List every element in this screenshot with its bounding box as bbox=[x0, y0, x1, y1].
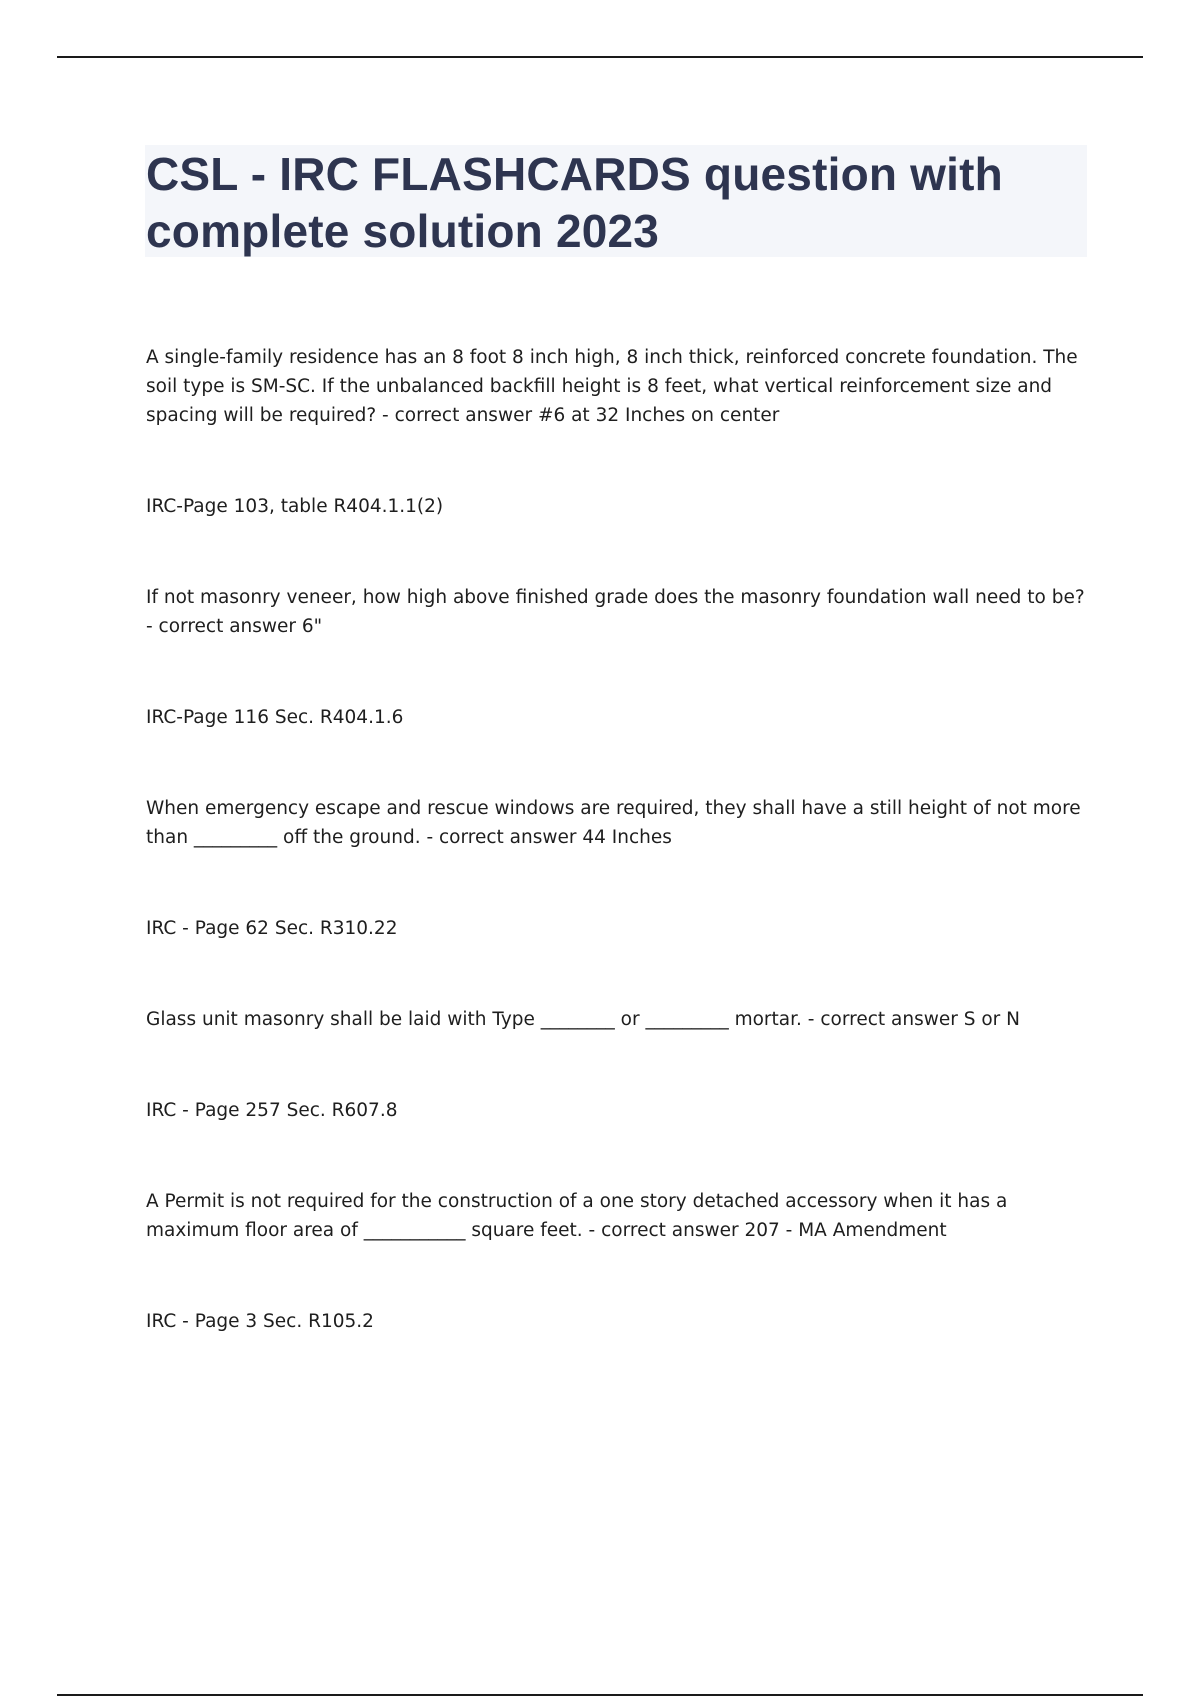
flashcard-list bbox=[146, 343, 1096, 1336]
reference-1: IRC-Page 103, table R404.1.1(2) bbox=[146, 496, 444, 517]
question-2: If not masonry veneer, how high above finished grade does the masonry foundation wall need to be? - correct answer 6" bbox=[146, 587, 1085, 637]
question-1: A single-family residence has an 8 foot 8 inch high, 8 inch thick, reinforced concrete foundation. The soil type is SM-SC. If the unbalanced backfill height is 8 feet, what vertical reinforcement size and spacing will be required? - correct answer #6 at 32 Inches on center bbox=[146, 347, 1078, 426]
reference-5: IRC - Page 3 Sec. R105.2 bbox=[146, 1311, 374, 1332]
question-4: Glass unit masonry shall be laid with Type ________ or _________ mortar. - correct answer S or N bbox=[146, 1009, 1020, 1030]
footer-rule bbox=[57, 1694, 1143, 1696]
question-3: When emergency escape and rescue windows are required, they shall have a still height of not more than _________ off the ground. - correct answer 44 Inches bbox=[146, 798, 1081, 848]
question-5: A Permit is not required for the construction of a one story detached accessory when it has a maximum floor area of ___________ square feet. - correct answer 207 - MA Amendment bbox=[146, 1191, 1008, 1241]
header-rule bbox=[57, 56, 1143, 58]
reference-2: IRC-Page 116 Sec. R404.1.6 bbox=[146, 707, 404, 728]
reference-3: IRC - Page 62 Sec. R310.22 bbox=[146, 918, 398, 939]
document-title: CSL - IRC FLASHCARDS question with complete solution 2023 bbox=[146, 148, 1003, 257]
reference-4: IRC - Page 257 Sec. R607.8 bbox=[146, 1100, 398, 1121]
